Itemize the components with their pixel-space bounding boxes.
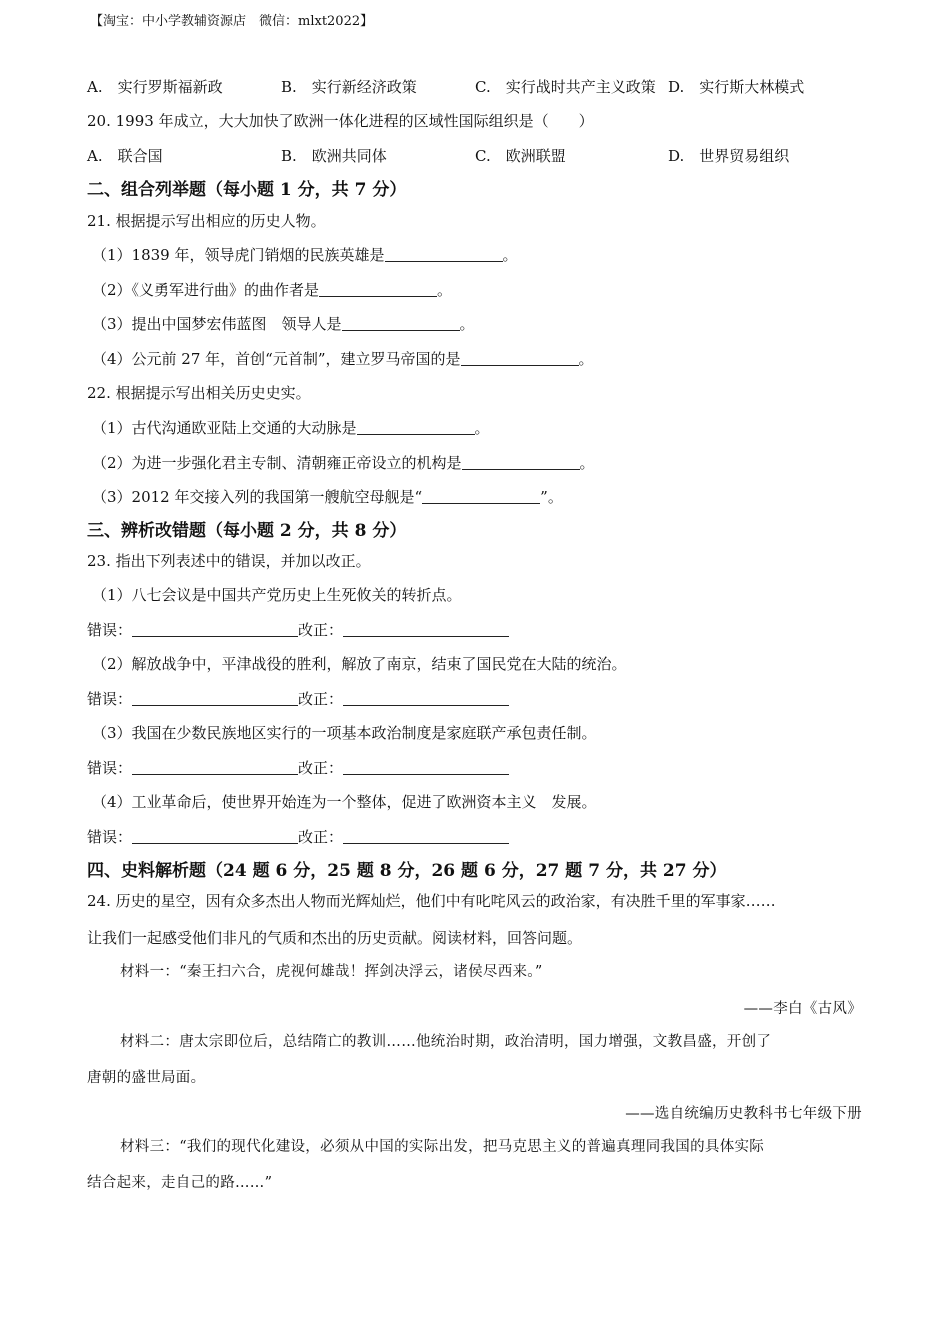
q20-option-d: D. 世界贸易组织: [668, 147, 790, 165]
error-blank[interactable]: [132, 691, 298, 706]
q24-stem-line-2: 让我们一起感受他们非凡的气质和杰出的历史贡献。阅读材料，回答问题。: [87, 929, 583, 947]
error-label: 错误：: [87, 828, 133, 846]
material-1: 材料一：“秦王扫六合，虎视何雄哉！挥剑决浮云，诸侯尽西来。”: [120, 964, 543, 980]
q21-item-4-text: （4）公元前 27 年，首创“元首制”，建立罗马帝国的是: [92, 350, 461, 368]
error-label: 错误：: [87, 621, 133, 639]
error-blank[interactable]: [132, 829, 298, 844]
section2-title: 二、组合列举题（每小题 1 分，共 7 分）: [87, 180, 407, 200]
material-2-line-1: 材料二：唐太宗即位后，总结隋亡的教训……他统治时期，政治清明，国力增强，文教昌盛，开创了: [120, 1034, 772, 1050]
q19-option-b: B. 实行新经济政策: [281, 78, 417, 96]
punct: 。: [437, 281, 453, 299]
watermark-header: 【淘宝：中小学教辅资源店 微信：mlxt2022】: [90, 14, 374, 29]
material-2-source: ——选自统编历史教科书七年级下册: [625, 1106, 862, 1122]
q20-stem: 20. 1993 年成立，大大加快了欧洲一体化进程的区域性国际组织是（ ）: [87, 112, 594, 130]
error-blank[interactable]: [132, 622, 298, 637]
section4-title: 四、史料解析题（24 题 6 分，25 题 8 分，26 题 6 分，27 题 7 分，共 27 分）: [87, 861, 727, 881]
fix-blank[interactable]: [343, 829, 509, 844]
punct: 。: [502, 246, 518, 264]
q23-answer-row-4: [87, 827, 509, 847]
fix-label: 改正：: [298, 621, 344, 639]
material-3-line-2: 结合起来，走自己的路……”: [87, 1175, 273, 1191]
punct: ”。: [540, 488, 563, 506]
q24-stem-line-1: 24. 历史的星空，因有众多杰出人物而光辉灿烂，他们中有叱咤风云的政治家，有决胜千里的军事家……: [87, 892, 776, 910]
q23-answer-row-3: [87, 758, 509, 778]
section3-title: 三、辨析改错题（每小题 2 分，共 8 分）: [87, 521, 407, 541]
q19-option-a: A. 实行罗斯福新政: [87, 78, 223, 96]
q20-option-c: C. 欧洲联盟: [475, 147, 566, 165]
answer-blank[interactable]: [342, 316, 460, 331]
answer-blank[interactable]: [319, 282, 437, 297]
q23-item-3: （3）我国在少数民族地区实行的一项基本政治制度是家庭联产承包责任制。: [92, 724, 597, 742]
q20-option-a: A. 联合国: [87, 147, 163, 165]
q21-item-3-text: （3）提出中国梦宏伟蓝图 领导人是: [92, 315, 342, 333]
q21-item-2: [92, 280, 452, 300]
q20-option-b: B. 欧洲共同体: [281, 147, 387, 165]
q21-item-2-text: （2）《义勇军进行曲》的曲作者是: [92, 281, 320, 299]
q23-item-1: （1）八七会议是中国共产党历史上生死攸关的转折点。: [92, 586, 462, 604]
q22-stem: 22. 根据提示写出相关历史史实。: [87, 384, 311, 402]
punct: 。: [578, 350, 594, 368]
answer-blank[interactable]: [461, 351, 579, 366]
q19-option-c: C. 实行战时共产主义政策: [475, 78, 656, 96]
q21-item-3: [92, 314, 475, 334]
fix-label: 改正：: [298, 690, 344, 708]
q19-option-d: D. 实行斯大林模式: [668, 78, 805, 96]
q21-item-1: [92, 245, 518, 265]
answer-blank[interactable]: [385, 247, 503, 262]
error-label: 错误：: [87, 690, 133, 708]
q22-item-3: [92, 487, 563, 507]
punct: 。: [474, 419, 490, 437]
q23-item-2: （2）解放战争中，平津战役的胜利，解放了南京，结束了国民党在大陆的统治。: [92, 655, 627, 673]
answer-blank[interactable]: [422, 489, 540, 504]
q23-item-4: （4）工业革命后，使世界开始连为一个整体，促进了欧洲资本主义 发展。: [92, 793, 597, 811]
fix-blank[interactable]: [343, 760, 509, 775]
material-2-line-2: 唐朝的盛世局面。: [87, 1070, 206, 1086]
q21-stem: 21. 根据提示写出相应的历史人物。: [87, 212, 326, 230]
q22-item-2: [92, 453, 595, 473]
fix-blank[interactable]: [343, 691, 509, 706]
q22-item-1-text: （1）古代沟通欧亚陆上交通的大动脉是: [92, 419, 357, 437]
fix-label: 改正：: [298, 828, 344, 846]
q22-item-1: [92, 418, 490, 438]
q22-item-3-text: （3）2012 年交接入列的我国第一艘航空母舰是“: [92, 488, 423, 506]
q23-answer-row-2: [87, 689, 509, 709]
q23-answer-row-1: [87, 620, 509, 640]
q23-stem: 23. 指出下列表述中的错误，并加以改正。: [87, 552, 371, 570]
fix-label: 改正：: [298, 759, 344, 777]
error-blank[interactable]: [132, 760, 298, 775]
answer-blank[interactable]: [357, 420, 475, 435]
punct: 。: [579, 454, 595, 472]
answer-blank[interactable]: [462, 455, 580, 470]
punct: 。: [459, 315, 475, 333]
q21-item-4: [92, 349, 594, 369]
material-3-line-1: 材料三：“我们的现代化建设，必须从中国的实际出发，把马克思主义的普遍真理同我国的具体实际: [120, 1139, 765, 1155]
q21-item-1-text: （1）1839 年，领导虎门销烟的民族英雄是: [92, 246, 385, 264]
material-1-source: ——李白《古风》: [743, 1001, 862, 1017]
error-label: 错误：: [87, 759, 133, 777]
q22-item-2-text: （2）为进一步强化君主专制、清朝雍正帝设立的机构是: [92, 454, 462, 472]
fix-blank[interactable]: [343, 622, 509, 637]
